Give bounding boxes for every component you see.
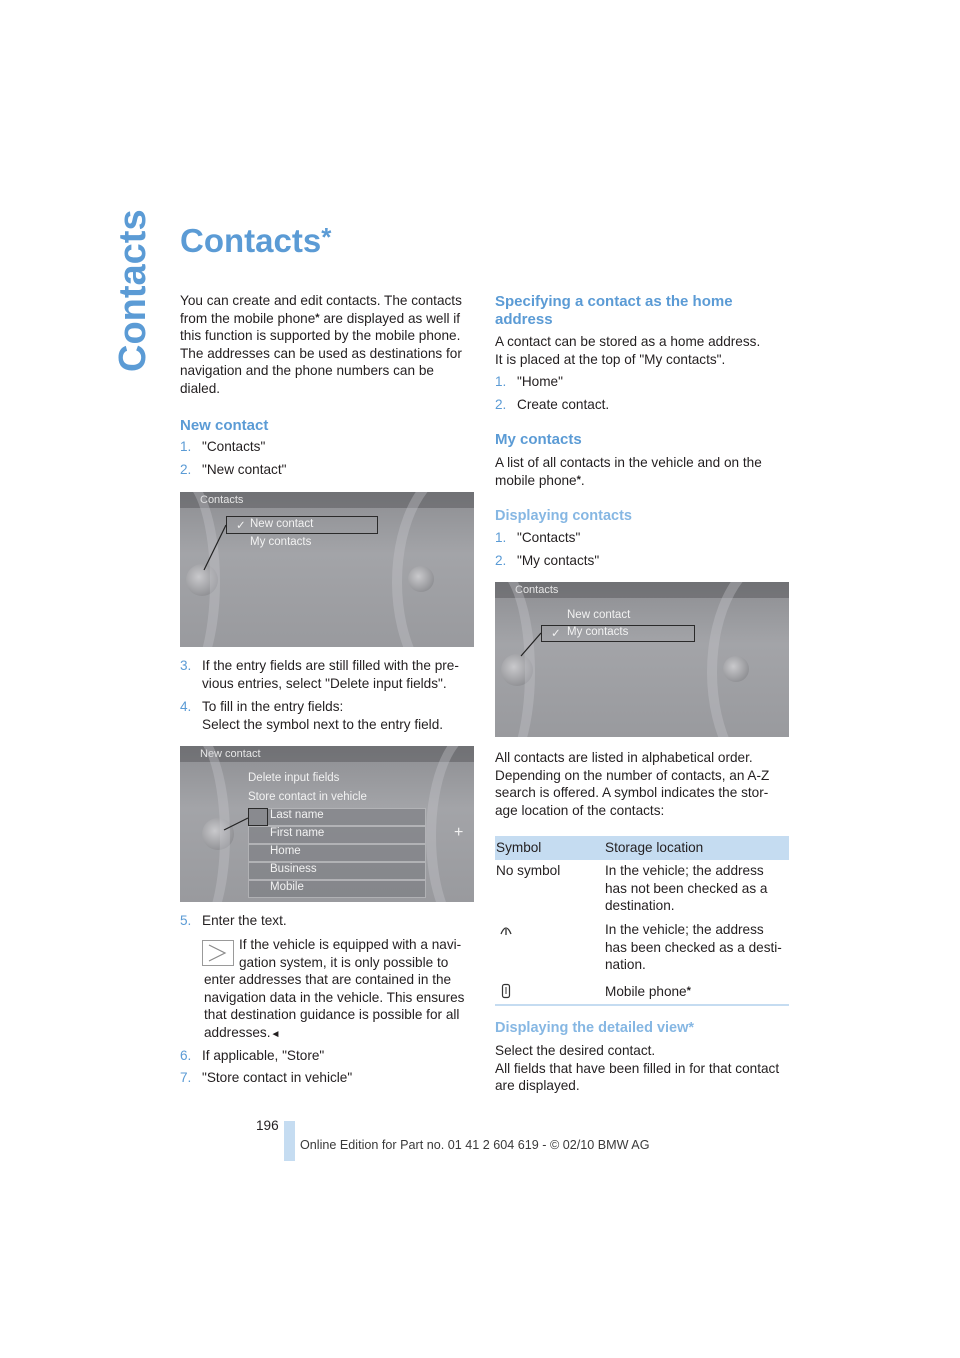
chapter-tab-label: Contacts <box>112 209 154 372</box>
step-2: 2. "New contact" <box>180 462 287 477</box>
display-para: search is offered. A symbol indicates the stor- <box>495 785 769 800</box>
display-para: Depending on the number of contacts, an A-Z <box>495 768 770 783</box>
page-number: 196 <box>256 1118 279 1133</box>
step-5: 5. Enter the text. <box>180 913 287 928</box>
screen-item-store: Store contact in vehicle <box>248 791 367 803</box>
field-last-name: Last name <box>270 809 324 821</box>
note-line: If the vehicle is equipped with a navi- <box>239 937 462 952</box>
screen-title: New contact <box>200 748 261 760</box>
screen-title: Contacts <box>515 584 559 596</box>
display-para: age location of the contacts: <box>495 803 665 818</box>
field-business: Business <box>270 863 317 875</box>
my-contacts-para: mobile phone*. <box>495 473 585 488</box>
availability-star: * <box>315 311 320 324</box>
field-mobile: Mobile <box>270 881 304 893</box>
table-header-symbol: Symbol <box>496 840 542 855</box>
end-mark: ◄ <box>270 1029 281 1040</box>
note-icon <box>202 940 234 966</box>
note-line: navigation data in the vehicle. This ensures <box>204 990 465 1005</box>
intro-line: You can create and edit contacts. The contacts <box>180 293 462 308</box>
page-title-star: * <box>321 222 332 252</box>
detailed-para: Select the desired contact. <box>495 1043 656 1058</box>
intro-line: this function is supported by the mobile phone. <box>180 328 461 344</box>
footer-text: Online Edition for Part no. 01 41 2 604 619 - © 02/10 BMW AG <box>300 1138 650 1152</box>
step-4: 4. To fill in the entry fields: Select the symbol next to the entry field. <box>180 699 444 732</box>
mobile-phone-icon <box>499 983 513 999</box>
checked-destination-icon <box>498 922 514 938</box>
intro-line: navigation and the phone numbers can be <box>180 363 434 379</box>
my-contacts-heading: My contacts <box>495 431 582 448</box>
intro-line: dialed. <box>180 380 221 396</box>
screen-title: Contacts <box>200 494 244 506</box>
note-line: addresses.◄ <box>204 1025 281 1040</box>
plus-icon: + <box>454 824 464 841</box>
intro-line: from the mobile phone* are displayed as well if <box>180 310 461 326</box>
new-contact-heading: New contact <box>180 417 269 434</box>
screen-check-icon: ✓ <box>551 628 561 640</box>
screenshot-contacts-menu <box>180 492 474 647</box>
table-row-1-text: In the vehicle; the address has not been checked as a destination. <box>605 863 768 914</box>
intro-line: The addresses can be used as destinations for <box>180 345 462 361</box>
screen-check-icon: ✓ <box>236 520 246 532</box>
note-line: enter addresses that are contained in the <box>204 972 452 987</box>
table-row-2-text: In the vehicle; the address has been checked as a desti- nation. <box>605 922 782 973</box>
display-para: All contacts are listed in alphabetical order. <box>495 750 753 765</box>
chapter-tab <box>112 209 160 372</box>
screen-item-delete: Delete input fields <box>248 772 340 784</box>
step-7: 7. "Store contact in vehicle" <box>180 1070 353 1085</box>
detailed-para: are displayed. <box>495 1078 580 1093</box>
screen-item-my-contacts: My contacts <box>250 536 312 548</box>
table-header-storage: Storage location <box>605 840 704 855</box>
display-step-2: 2. "My contacts" <box>495 553 600 568</box>
field-first-name: First name <box>270 827 325 839</box>
home-step-2: 2. Create contact. <box>495 397 610 412</box>
home-step-1: 1. "Home" <box>495 374 563 389</box>
step-1: 1. "Contacts" <box>180 439 266 454</box>
detailed-para: All fields that have been filled in for that contact <box>495 1061 780 1076</box>
field-home: Home <box>270 845 301 857</box>
home-para: It is placed at the top of "My contacts". <box>495 352 726 367</box>
home-para: A contact can be stored as a home address. <box>495 334 761 349</box>
page-title <box>180 222 331 260</box>
screen-item-new-contact: New contact <box>567 609 631 621</box>
table-row-1-symbol: No symbol <box>496 863 561 878</box>
screen-item-my-contacts: My contacts <box>567 626 629 638</box>
displaying-contacts-heading: Displaying contacts <box>495 508 632 524</box>
note-line: gation system, it is only possible to <box>239 955 449 970</box>
home-address-heading: Specifying a contact as the home address <box>495 293 733 328</box>
step-6: 6. If applicable, "Store" <box>180 1048 325 1063</box>
step-3: 3. If the entry fields are still filled with the pre- vious entries, select "Delete input fields". <box>180 658 459 691</box>
screenshot-my-contacts <box>495 582 789 737</box>
table-bottom-rule <box>495 1004 789 1006</box>
intro-paragraph <box>180 292 475 398</box>
footer-bar <box>284 1121 295 1161</box>
table-row-3-text: Mobile phone* <box>605 984 691 999</box>
screen-item-new-contact: New contact <box>250 518 314 530</box>
note-line: that destination guidance is possible for all <box>204 1007 460 1022</box>
my-contacts-para: A list of all contacts in the vehicle and on the <box>495 455 762 470</box>
display-step-1: 1. "Contacts" <box>495 530 581 545</box>
page-title-text: Contacts <box>180 222 322 259</box>
detailed-view-heading: Displaying the detailed view* <box>495 1020 695 1036</box>
screenshot-new-contact <box>180 746 474 902</box>
